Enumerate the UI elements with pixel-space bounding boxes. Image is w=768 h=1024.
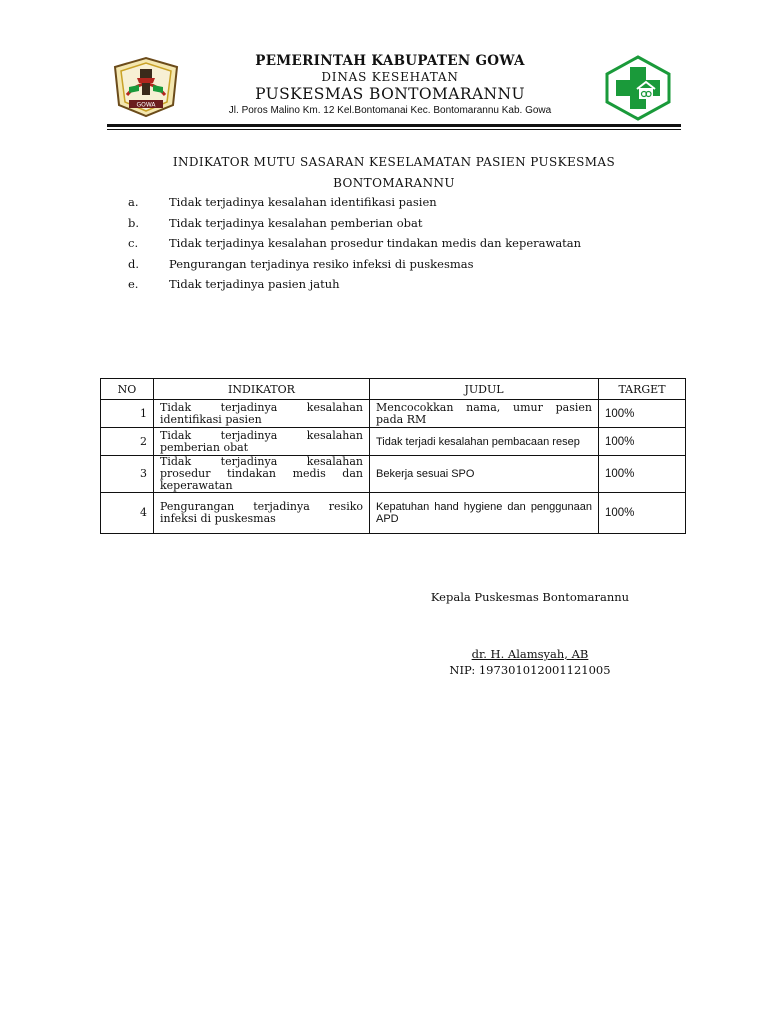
list-item <box>128 192 628 213</box>
list-marker: e. <box>128 277 139 291</box>
cell-target: 100% <box>599 456 686 493</box>
table-row <box>101 456 686 493</box>
cell-judul: Bekerja sesuai SPO <box>370 456 599 493</box>
cell-judul: Tidak terjadi kesalahan pembacaan resep <box>370 428 599 456</box>
institution-name: PUSKESMAS BONTOMARANNU <box>255 85 525 103</box>
cell-no: 2 <box>101 428 154 456</box>
list-text: Tidak terjadinya kesalahan identifikasi pasien <box>169 195 437 209</box>
signatory-name: dr. H. Alamsyah, AB <box>471 647 589 661</box>
table-row <box>101 493 686 534</box>
department-name: DINAS KESEHATAN <box>321 70 459 84</box>
letterhead <box>190 53 590 118</box>
column-header-target: TARGET <box>599 379 686 400</box>
emblem-label: GOWA <box>136 101 156 109</box>
list-item <box>128 254 628 275</box>
list-item <box>128 233 628 254</box>
gowa-emblem-logo <box>107 55 185 119</box>
list-item <box>128 274 628 295</box>
title-line-2: BONTOMARANNU <box>333 176 455 190</box>
list-marker: d. <box>128 256 140 271</box>
cell-indikator: Pengurangan terjadinya resiko infeksi di puskesmas <box>154 493 370 534</box>
cell-target: 100% <box>599 428 686 456</box>
cell-no: 1 <box>101 400 154 428</box>
cell-indikator: Tidak terjadinya kesalahan identifikasi pasien <box>154 400 370 428</box>
cell-target: 100% <box>599 400 686 428</box>
document-title <box>140 152 648 194</box>
cell-judul: Mencocokkan nama, umur pasien pada RM <box>370 400 599 428</box>
column-header-judul: JUDUL <box>370 379 599 400</box>
list-text: Tidak terjadinya kesalahan prosedur tindakan medis dan keperawatan <box>169 236 582 250</box>
list-text: Pengurangan terjadinya resiko infeksi di puskesmas <box>169 256 474 271</box>
objectives-list <box>128 192 628 295</box>
cell-indikator: Tidak terjadinya kesalahan pemberian obat <box>154 428 370 456</box>
table-row <box>101 400 686 428</box>
cell-target: 100% <box>599 493 686 534</box>
government-name: PEMERINTAH KABUPATEN GOWA <box>255 53 525 69</box>
column-header-indikator: INDIKATOR <box>154 379 370 400</box>
title-line-1: INDIKATOR MUTU SASARAN KESELAMATAN PASIEN PUSKESMAS <box>172 155 616 169</box>
cell-judul: Kepatuhan hand hygiene dan penggunaan APD <box>370 493 599 534</box>
puskesmas-cross-logo <box>603 55 673 121</box>
list-item <box>128 213 628 234</box>
table-row <box>101 428 686 456</box>
cell-no: 4 <box>101 493 154 534</box>
institution-address: Jl. Poros Malino Km. 12 Kel.Bontomanai Kec. Bontomarannu Kab. Gowa <box>228 105 552 116</box>
table-header-row <box>101 379 686 400</box>
column-header-no: NO <box>101 379 154 400</box>
cell-indikator: Tidak terjadinya kesalahan prosedur tindakan medis dan keperawatan <box>154 456 370 493</box>
signatory-position: Kepala Puskesmas Bontomarannu <box>430 590 630 604</box>
letterhead-rule-thin <box>107 129 681 130</box>
letterhead-rule-thick <box>107 124 681 127</box>
cell-no: 3 <box>101 456 154 493</box>
indicator-table <box>100 378 686 534</box>
list-marker: b. <box>128 215 140 230</box>
list-text: Tidak terjadinya pasien jatuh <box>169 277 340 291</box>
list-marker: c. <box>128 236 139 250</box>
list-marker: a. <box>128 195 139 209</box>
list-text: Tidak terjadinya kesalahan pemberian obat <box>169 215 423 230</box>
signatory-nip: NIP: 197301012001121005 <box>449 663 611 677</box>
